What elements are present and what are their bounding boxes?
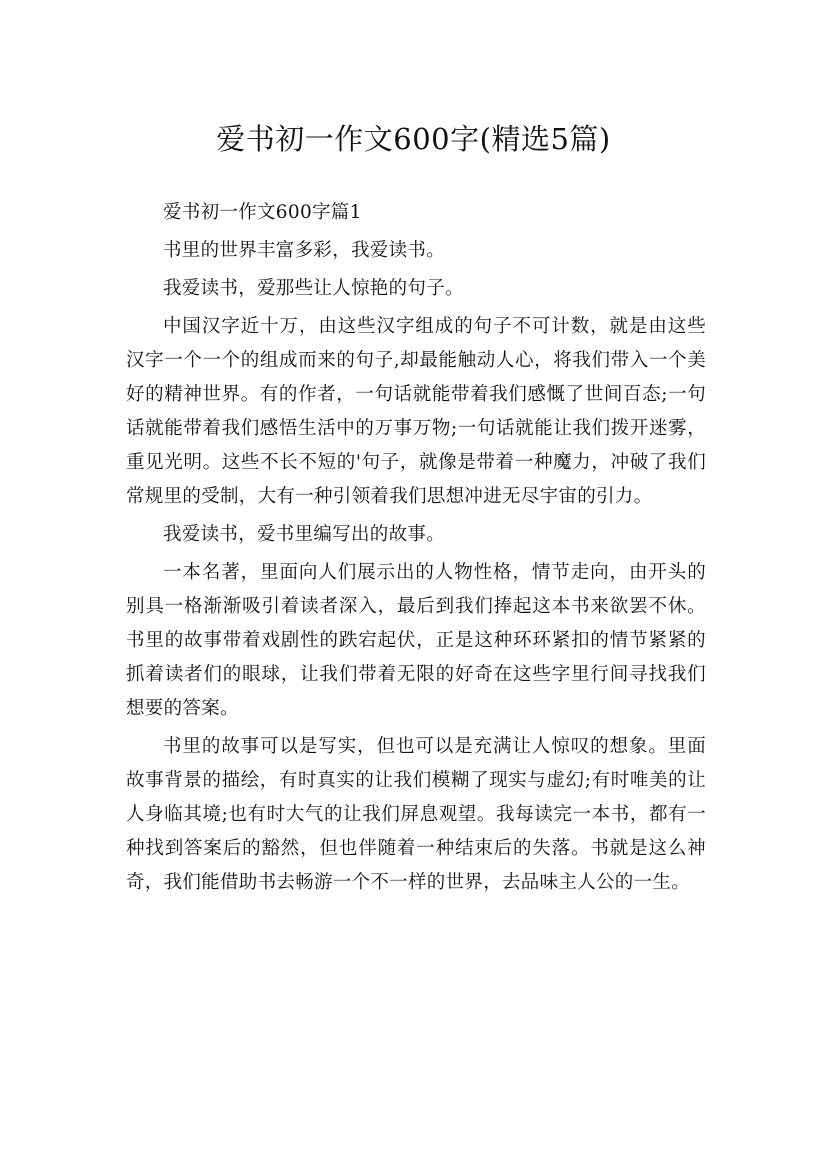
document-title: 爱书初一作文600字(精选5篇)	[216, 122, 611, 157]
paragraph: 中国汉字近十万，由这些汉字组成的句子不可计数，就是由这些汉字一个一个的组成而来的句子,却最能触动人心，将我们带入一个美好的精神世界。有的作者，一句话就能带着我们感慨了世间百态;一句话就能带着我们感悟生活中的万事万物;一句话就能让我们拨开迷雾，重见光明。这些不长不短的'句子，就像是带着一种魔力，冲破了我们常规里的受制，大有一种引领着我们思想冲进无尽宇宙的引力。	[126, 316, 706, 507]
paragraph: 一本名著，里面向人们展示出的人物性格，情节走向，由开头的别具一格渐渐吸引着读者深入，最后到我们捧起这本书来欲罢不休。书里的故事带着戏剧性的跌宕起伏，正是这种环环紧扣的情节紧紧的抓着读者们的眼球，让我们带着无限的好奇在这些字里行间寻找我们想要的答案。	[126, 562, 706, 719]
paragraph: 书里的故事可以是写实，但也可以是充满让人惊叹的想象。里面故事背景的描绘，有时真实的让我们模糊了现实与虚幻;有时唯美的让人身临其境;也有时大气的让我们屏息观望。我每读完一本书，都有一种找到答案后的豁然，但也伴随着一种结束后的失落。书就是这么神奇，我们能借助书去畅游一个不一样的世界，去品味主人公的一生。	[126, 736, 706, 893]
paragraph: 我爱读书，爱书里编写出的故事。	[163, 524, 446, 545]
paragraph: 我爱读书，爱那些让人惊艳的句子。	[163, 278, 464, 299]
section-heading: 爱书初一作文600字篇1	[163, 202, 362, 223]
document-body	[126, 196, 706, 904]
paragraph: 书里的世界丰富多彩，我爱读书。	[163, 240, 446, 261]
